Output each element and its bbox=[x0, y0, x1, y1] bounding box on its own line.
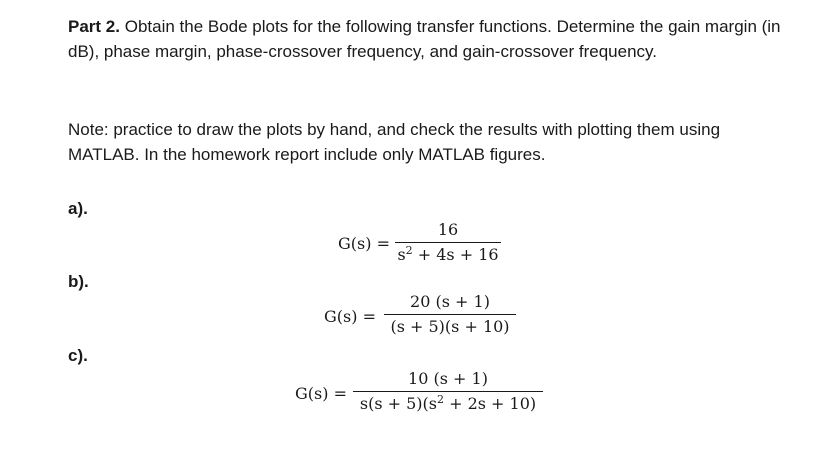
equation-b-denominator: (s + 5)(s + 10) bbox=[390, 317, 510, 336]
equation-a-fraction bbox=[395, 220, 501, 264]
equation-c-lhs: G(s) = bbox=[295, 384, 347, 403]
equation-b-numerator: 20 (s + 1) bbox=[410, 292, 490, 311]
equation-c-denominator: $s(s + 5)(s^2 + 2s + 10)$ bbox=[359, 393, 537, 413]
equation-a-denominator: $s^2 + 4s + 16$ bbox=[397, 244, 499, 264]
equation-b-fraction bbox=[384, 292, 516, 336]
problem-label-c: c). bbox=[68, 346, 88, 365]
fraction-bar bbox=[384, 314, 516, 315]
problem-label-b: b). bbox=[68, 272, 89, 291]
fraction-bar bbox=[395, 242, 501, 243]
problem-text: Obtain the Bode plots for the following transfer functions. Determine the gain margin (in dB), phase margin, phase-crossover frequency, and gain-crossover frequency. bbox=[68, 17, 781, 61]
equation-a-numerator: 16 bbox=[437, 220, 459, 239]
equation-b-lhs: G(s) = bbox=[324, 307, 376, 326]
equation-a-lhs: G(s) = bbox=[338, 234, 390, 253]
problem-label-a: a). bbox=[68, 199, 88, 218]
equation-c-fraction bbox=[353, 369, 543, 413]
equation-c-numerator: 10 (s + 1) bbox=[408, 369, 488, 388]
problem-statement bbox=[68, 14, 788, 64]
note-text: Note: practice to draw the plots by hand, and check the results with plotting them using MATLAB. In the homework report include only MATLAB figures. bbox=[68, 120, 721, 164]
part-heading: Part 2. bbox=[68, 17, 120, 36]
fraction-bar bbox=[353, 391, 543, 392]
